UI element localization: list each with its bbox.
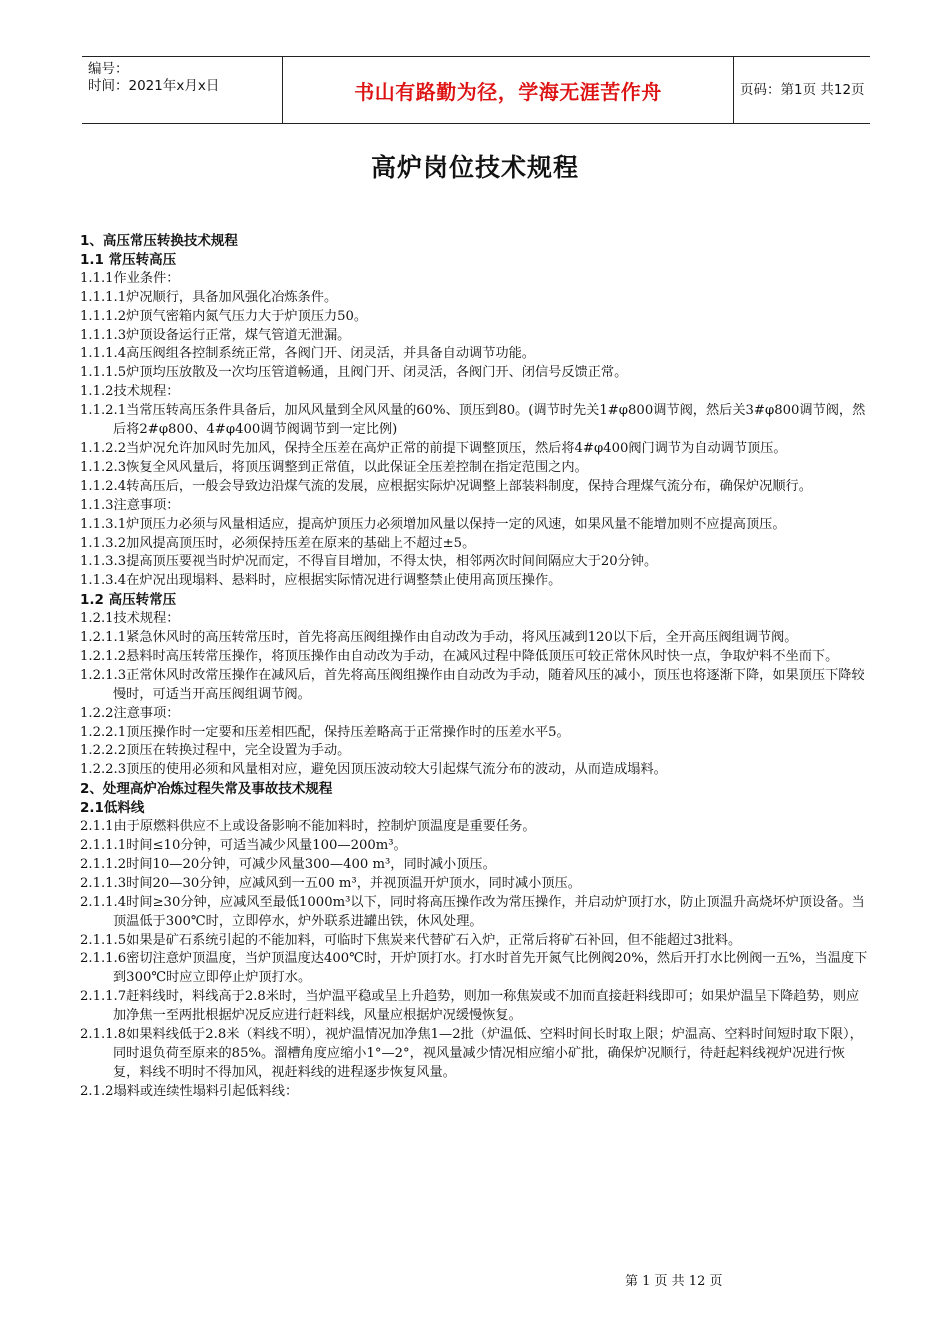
paragraph-line: 1.1.1.4高压阀组各控制系统正常，各阀门开、闭灵活，并具备自动调节功能。 [80, 346, 535, 362]
section-heading: 1.1 常压转高压 [80, 251, 177, 268]
paragraph-line: 2.1.1.3时间20—30分钟，应减风到一五00 m³，并视顶温开炉顶水，同时减小顶压。 [80, 875, 581, 891]
paragraph-line: 1.2.2注意事项： [80, 705, 180, 721]
paragraph-line: 1.1.1.2炉顶气密箱内氮气压力大于炉顶压力50。 [80, 308, 368, 324]
paragraph-line: 2.1.1.7赶料线时，料线高于2.8米时，当炉温平稳或呈上升趋势，则加一称焦炭或不加而直接赶料线即可；如果炉温呈下降趋势，则应加净焦一至两批根据炉况反应进行赶料线，风量应根据炉况缓慢恢复。 [80, 989, 860, 1024]
document-body [80, 232, 870, 1102]
document-title: 高炉岗位技术规程 [370, 153, 579, 182]
paragraph-line: 2.1.1.6密切注意炉顶温度，当炉顶温度达400℃时，开炉顶打水。打水时首先开氮气比例阀20%，然后开打水比例阀一五%，当温度下到300℃时应立即停止炉顶打水。 [80, 951, 868, 986]
section-heading: 1、高压常压转换技术规程 [80, 233, 238, 249]
paragraph-line: 1.1.1.3炉顶设备运行正常，煤气管道无泄漏。 [80, 327, 351, 343]
paragraph-line: 1.2.2.3顶压的使用必须和风量相对应，避免因顶压波动较大引起煤气流分布的波动，从而造成塌料。 [80, 762, 667, 778]
paragraph-line: 2.1.1由于原燃料供应不上或设备影响不能加料时，控制炉顶温度是重要任务。 [80, 819, 536, 835]
paragraph-line: 1.2.1.2悬料时高压转常压操作，将顶压操作由自动改为手动，在减风过程中降低顶压可较正常休风时快一点，争取炉料不坐而下。 [80, 648, 839, 664]
paragraph-line: 1.2.1.3正常休风时改常压操作在减风后，首先将高压阀组操作由自动改为手动，随着风压的减小，顶压也将逐渐下降，如果顶压下降较慢时，可适当开高压阀组调节阀。 [80, 667, 865, 702]
paragraph-line: 2.1.1.2时间10—20分钟，可减少风量300—400 m³，同时减小顶压。 [80, 856, 496, 872]
header-motto: 书山有路勤为径，学海无涯苦作舟 [282, 57, 734, 123]
paragraph-line: 2.1.1.1时间≤10分钟，可适当减少风量100—200m³。 [80, 838, 407, 853]
paragraph-line: 1.1.2.3恢复全风风量后，将顶压调整到正常值，以此保证全压差控制在指定范围之内。 [80, 459, 588, 475]
paragraph-line: 1.1.1.1炉况顺行，具备加风强化冶炼条件。 [80, 289, 338, 305]
paragraph-line: 2.1.1.5如果是矿石系统引起的不能加料，可临时下焦炭来代替矿石入炉，正常后将矿石补回，但不能超过3批料。 [80, 932, 742, 948]
paragraph-line: 1.1.1.5炉顶均压放散及一次均压管道畅通，且阀门开、闭灵活，各阀门开、闭信号反馈正常。 [80, 365, 628, 381]
paragraph-line: 1.1.3.1炉顶压力必须与风量相适应，提高炉顶压力必须增加风量以保持一定的风速，如果风量不能增加则不应提高顶压。 [80, 516, 786, 532]
document-time-label: 时间：2021年x月x日 [88, 78, 220, 94]
paragraph-line: 1.1.3.3提高顶压要视当时炉况而定，不得盲目增加，不得太快，相邻两次时间间隔应大于20分钟。 [80, 554, 658, 570]
paragraph-line: 1.2.2.2顶压在转换过程中，完全设置为手动。 [80, 743, 351, 759]
paragraph-line: 1.1.3.2加风提高顶压时，必须保持压差在原来的基础上不超过±5。 [80, 535, 476, 551]
paragraph-line: 1.1.2.1当常压转高压条件具备后，加风风量到全风风量的60%、顶压到80。(调节时先关1#φ800调节阀，然后关3#φ800调节阀，然后将2#φ800、4#φ400调节阀调节到一定比例) [80, 403, 866, 438]
paragraph-line: 1.1.3注意事项： [80, 497, 180, 513]
document-number-label: 编号： [88, 61, 129, 77]
header-meta [88, 57, 276, 127]
paragraph-line: 1.1.3.4在炉况出现塌料、悬料时，应根据实际情况进行调整禁止使用高顶压操作。 [80, 573, 562, 589]
paragraph-line: 2.1.1.8如果料线低于2.8米（料线不明），视炉温情况加净焦1—2批（炉温低、空料时间长时取上限；炉温高、空料时间短时取下限），同时退负荷至原来的85%。溜槽角度应缩小1°—2°，视风量减少情况相应缩小矿批，确保炉况顺行，待赶起料线视炉况进行恢复，料线不明时不得加风，视赶料线的进程逐步恢复风量。 [80, 1027, 863, 1080]
section-heading: 2、处理高炉冶炼过程失常及事故技术规程 [80, 781, 333, 798]
page-header [82, 56, 870, 124]
section-heading: 1.2 高压转常压 [80, 592, 177, 609]
paragraph-line: 2.1.2塌料或连续性塌料引起低料线： [80, 1083, 299, 1099]
paragraph-line: 1.2.1.1紧急休风时的高压转常压时，首先将高压阀组操作由自动改为手动，将风压减到120以下后，全开高压阀组调节阀。 [80, 630, 798, 646]
paragraph-line: 1.1.1作业条件： [80, 270, 180, 286]
paragraph-line: 1.2.1技术规程： [80, 611, 180, 627]
paragraph-line: 1.1.2.2当炉况允许加风时先加风，保持全压差在高炉正常的前提下调整顶压，然后将4#φ400阀门调节为自动调节顶压。 [80, 440, 787, 456]
paragraph-line: 2.1.1.4时间≥30分钟，应减风至最低1000m³以下，同时将高压操作改为常压操作，并启动炉顶打水，防止顶温升高烧坏炉顶设备。当顶温低于300℃时，立即停水，炉外联系进罐出铁，休风处理。 [80, 894, 865, 929]
header-page-number: 页码：第1页 共12页 [740, 82, 865, 98]
paragraph-line: 1.1.2.4转高压后，一般会导致边沿煤气流的发展，应根据实际炉况调整上部装料制度，保持合理煤气流分布，确保炉况顺行。 [80, 478, 812, 494]
section-heading: 2.1低料线 [80, 800, 145, 817]
paragraph-line: 1.2.2.1顶压操作时一定要和压差相匹配，保持压差略高于正常操作时的压差水平5。 [80, 724, 570, 740]
paragraph-line: 1.1.2技术规程： [80, 384, 180, 400]
page-footer: 第 1 页 共 12 页 [625, 1274, 723, 1289]
